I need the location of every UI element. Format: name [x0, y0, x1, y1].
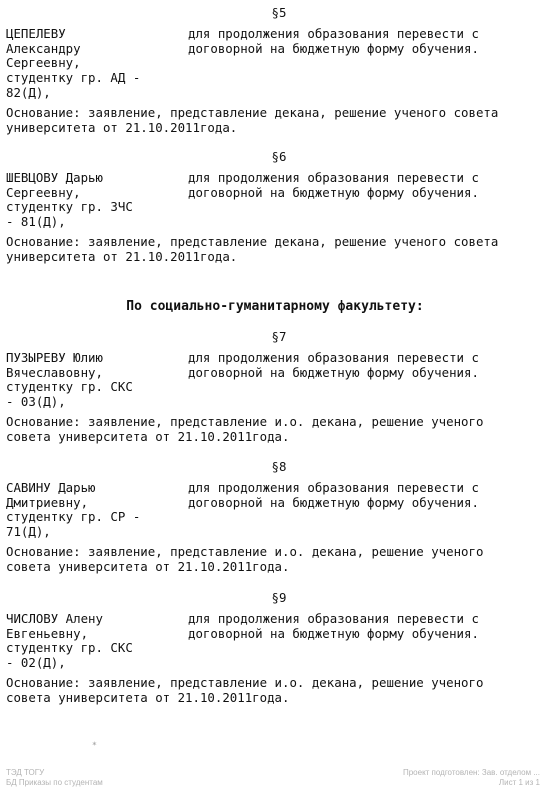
student-name: ЦЕПЕЛЕВУ Александру Сергеевну, студентку гр. АД - 82(Д),: [6, 25, 141, 100]
transfer-text: для продолжения образования перевести с договорной на бюджетную форму обучения.: [188, 349, 479, 380]
faculty-heading: По социально-гуманитарному факультету:: [126, 299, 424, 314]
basis-text: Основание: заявление, представление и.о. декана, решение ученого совета университета от 21.10.2011года.: [6, 674, 484, 705]
student-name: ПУЗЫРЕВУ Юлию Вячеславовну, студентку гр. СКС - 03(Д),: [6, 349, 133, 410]
scan-speck: ✶: [92, 739, 97, 748]
section-number: §7: [271, 329, 287, 344]
order-section-9: [6, 591, 542, 706]
transfer-text: для продолжения образования перевести с договорной на бюджетную форму обучения.: [188, 610, 479, 641]
transfer-text: для продолжения образования перевести с договорной на бюджетную форму обучения.: [188, 479, 479, 510]
order-section-5: [6, 6, 542, 135]
basis-text: Основание: заявление, представление декана, решение ученого совета университета от 21.10.2011года.: [6, 233, 499, 264]
basis-text: Основание: заявление, представление и.о. декана, решение ученого совета университета от 21.10.2011года.: [6, 543, 484, 574]
section-body: [6, 612, 542, 671]
student-name: ЧИСЛОВУ Алену Евгеньевну, студентку гр. СКС - 02(Д),: [6, 610, 133, 671]
section-number: §8: [271, 459, 287, 474]
transfer-text: для продолжения образования перевести с договорной на бюджетную форму обучения.: [188, 25, 479, 56]
footer-right: Проект подготовлен: Зав. отделом ... Лист 1 из 1: [402, 768, 540, 787]
section-number: §5: [271, 5, 287, 20]
order-section-7: [6, 330, 542, 445]
student-name: САВИНУ Дарью Дмитриевну, студентку гр. СР - 71(Д),: [6, 479, 141, 540]
footer-left: ТЭД ТОГУ БД Приказы по студентам: [6, 768, 103, 787]
section-body: [6, 481, 542, 540]
transfer-text: для продолжения образования перевести с договорной на бюджетную форму обучения.: [188, 169, 479, 200]
student-name: ШЕВЦОВУ Дарью Сергеевну, студентку гр. ЗЧС - 81(Д),: [6, 169, 133, 230]
basis-text: Основание: заявление, представление декана, решение ученого совета университета от 21.10.2011года.: [6, 104, 499, 135]
order-section-6: [6, 150, 542, 265]
section-body: [6, 351, 542, 410]
section-number: §6: [271, 149, 287, 164]
section-body: [6, 27, 542, 101]
section-body: [6, 171, 542, 230]
section-number: §9: [271, 590, 287, 605]
order-section-8: [6, 460, 542, 575]
basis-text: Основание: заявление, представление и.о. декана, решение ученого совета университета от 21.10.2011года.: [6, 413, 484, 444]
